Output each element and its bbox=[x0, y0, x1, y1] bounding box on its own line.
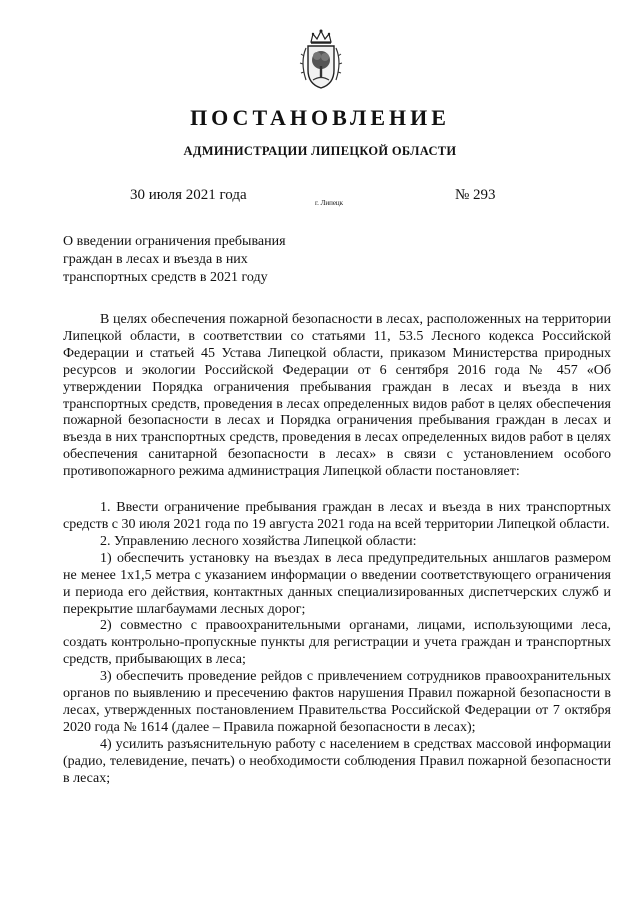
item-1-paragraph: 1. Ввести ограничение пребывания граждан в лесах и въезда в них транспортных средств с 30 июля 2021 года по 19 августа 2021 года на всей территории Липецкой области. bbox=[63, 500, 611, 532]
document-city: г. Липецк bbox=[315, 199, 344, 207]
document-number: № 293 bbox=[455, 187, 496, 203]
paragraph-gap bbox=[63, 481, 611, 500]
coat-of-arms-emblem bbox=[297, 28, 345, 92]
item-2-2-paragraph: 2) совместно с правоохранительными органами, лицами, использующими леса, создать контрольно-пропускные пункты для регистрации и учета граждан и транспортных средств, прибывающих в леса; bbox=[63, 618, 611, 668]
document-subject: О введении ограничения пребывания граждан в лесах и въезда в них транспортных средств в 2021 году bbox=[63, 234, 286, 285]
item-2-4-paragraph: 4) усилить разъяснительную работу с населением в средствах массовой информации (радио, телевидение, печать) о необходимости соблюдения Правил пожарной безопасности в лесах; bbox=[63, 736, 611, 786]
item-2-3-paragraph: 3) обеспечить проведение рейдов с привлечением сотрудников правоохранительных органов по выявлению и пресечению фактов нарушения Правил пожарной безопасности в лесах, утвержденных постановлением Правительства Российской Федерации от 7 октября 2020 года № 1614 (далее – Правила пожарной безопасности в лесах); bbox=[63, 669, 611, 735]
document-title: ПОСТАНОВЛЕНИЕ bbox=[190, 105, 450, 130]
issuing-authority: АДМИНИСТРАЦИИ ЛИПЕЦКОЙ ОБЛАСТИ bbox=[183, 144, 457, 158]
document-body bbox=[63, 312, 611, 787]
document-date: 30 июля 2021 года bbox=[130, 187, 247, 203]
item-2-1-paragraph: 1) обеспечить установку на въездах в леса предупредительных аншлагов размером не менее 1х1,5 метра с указанием информации о введении соответствующего ограничения и периода его действия, контактных данных специализированных диспетчерских служб и перекрытие шлагбаумами лесных дорог; bbox=[63, 550, 611, 617]
preamble-paragraph: В целях обеспечения пожарной безопасности в лесах, расположенных на территории Липецкой области, в соответствии со статьями 11, 53.5 Лесного кодекса Российской Федерации и статьей 45 Устава Липецкой области, приказом Министерства природных ресурсов и экологии Российской Федерации от 6 сентября 2016 года № 457 «Об утверждении Порядка ограничения пребывания граждан в лесах и въезда в них транспортных средств, проведения в лесах определенных видов работ в целях обеспечения пожарной безопасности в лесах и Порядка ограничения пребывания граждан в лесах и въезда в них транспортных средств, проведения в лесах определенных видов работ в целях обеспечения санитарной безопасности в лесах» в связи с установлением особого противопожарного режима администрация Липецкой области постановляет: bbox=[63, 312, 611, 480]
item-2-paragraph: 2. Управлению лесного хозяйства Липецкой области: bbox=[100, 533, 417, 549]
